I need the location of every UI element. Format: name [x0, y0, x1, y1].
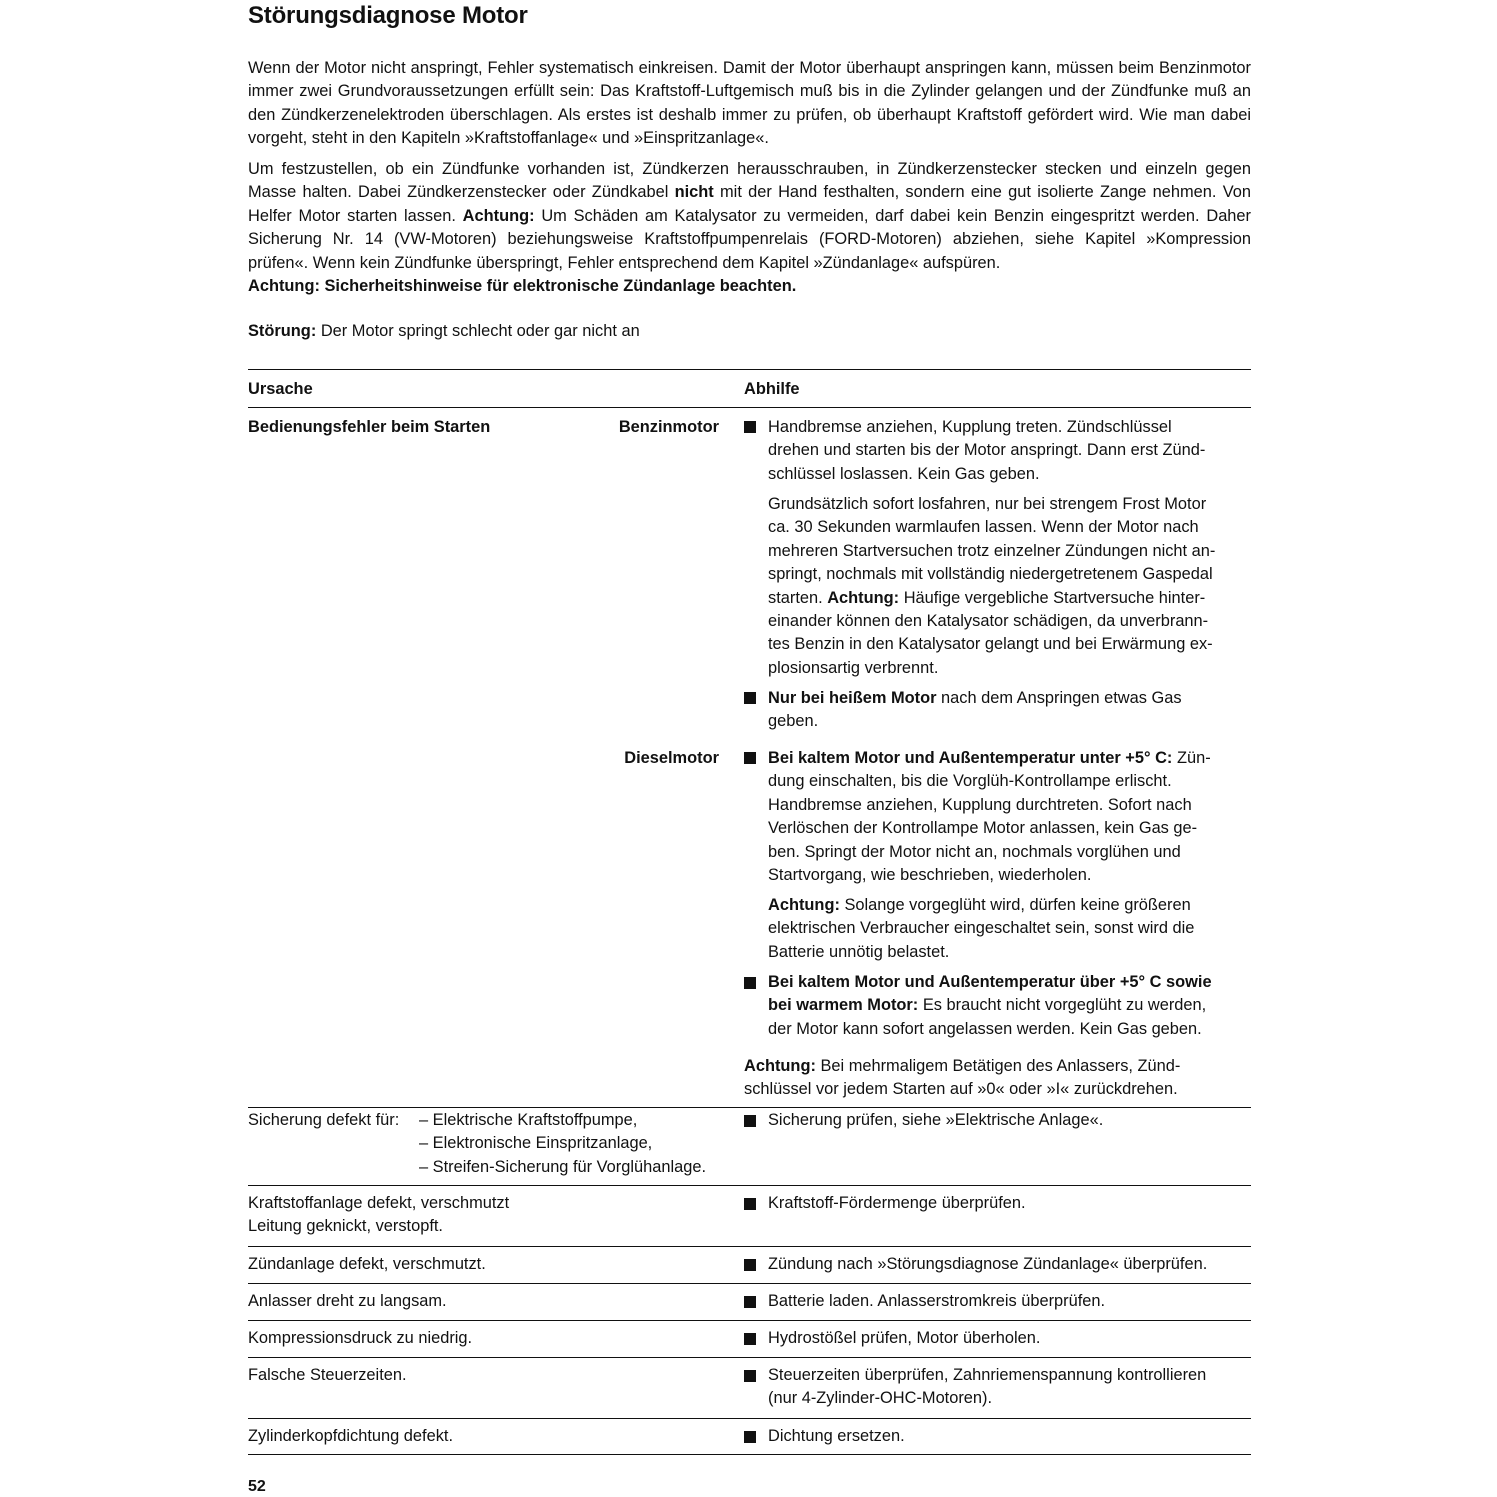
intro-paragraph-1: Wenn der Motor nicht anspringt, Fehler systematisch einkreisen. Damit der Motor überhaupt anspringen kann, müssen beim Benzinmotor immer zwei Grundvoraussetzungen erfüllt sein: Das Kraftstoff-Luftgemisch muß bis in die Zylinder gelangen und der Zündfunke muß an den Zündkerzenelektroden überschlagen. Als erstes ist deshalb immer zu prüfen, ob überhaupt Kraftstoff gefördert wird. Wie man dabei vorgeht, steht in den Kapiteln »Kraftstoffanlage« und »Einspritzanlage«. — [248, 59, 1251, 148]
diesel-bullet-2-bold: bei warmem Motor: — [768, 996, 919, 1015]
diesel-bullet-2 — [768, 971, 1251, 1041]
row-divider — [248, 1320, 1251, 1321]
cause-sicherung-label: Sicherung defekt für: — [248, 1111, 400, 1129]
benzin-paragraph-achtung: Achtung: — [827, 588, 900, 607]
remedy-sicherung: Sicherung prüfen, siehe »Elektrische Anlage«. — [768, 1111, 1104, 1129]
bullet-square — [744, 977, 756, 989]
diesel-warning-line: Batterie unnötig belastet. — [768, 942, 950, 961]
benzin-bullet-2-rest: nach dem Anspringen etwas Gas — [936, 689, 1182, 707]
list-item: – Streifen-Sicherung für Vorglühanlage. — [419, 1157, 707, 1176]
diesel-bullet-2-line: der Motor kann sofort angelassen werden. Kein Gas geben. — [768, 1019, 1202, 1038]
cause-steuerzeiten: Falsche Steuerzeiten. — [248, 1366, 407, 1384]
row-divider — [248, 1107, 1251, 1108]
label-benzinmotor: Benzinmotor — [618, 418, 719, 436]
cause-anlasser: Anlasser dreht zu langsam. — [248, 1292, 447, 1310]
row1-note-line: schlüssel vor jedem Starten auf »0« oder »I« zurückdrehen. — [744, 1080, 1178, 1099]
diesel-warning-line — [768, 894, 1251, 917]
diesel-bullet-1-line — [768, 747, 1251, 770]
bullet-square — [744, 752, 756, 764]
intro-p2-safety-warning: Achtung: Sicherheitshinweise für elektronische Zündanlage beachten. — [248, 277, 797, 296]
benzin-paragraph-line: einander können den Katalysator schädigen, da unverbrann- — [768, 612, 1209, 631]
diesel-bullet-1-line: Startvorgang, wie beschrieben, wiederholen. — [768, 866, 1092, 885]
intro-p2-text-a: Um festzustellen, ob ein Zündfunke vorhanden ist, Zündkerzen herausschrauben, in Zündkerzenstecker stecken und einzeln gegen Masse halten. Dabei Zündkerzenstecker oder Zündkabel — [248, 160, 1251, 202]
benzin-paragraph — [768, 493, 1251, 680]
bullet-square — [744, 1296, 756, 1308]
bullet-square — [744, 1431, 756, 1443]
diesel-bullet-2-bold-line: Bei kaltem Motor und Außentemperatur über +5° C sowie — [768, 973, 1212, 991]
cause-kraftstoffanlage — [248, 1192, 509, 1239]
diesel-bullet-1-line: ben. Springt der Motor nicht an, nochmals vorglühen und — [768, 842, 1181, 861]
benzin-bullet-2-line — [768, 687, 1251, 710]
header-bottom-rule — [248, 407, 1251, 408]
cause-line: Leitung geknickt, verstopft. — [248, 1217, 443, 1236]
diesel-bullet-2-rest: Es braucht nicht vorgeglüht zu werden, — [918, 996, 1207, 1015]
benzin-bullet-2-bold: Nur bei heißem Motor — [768, 689, 937, 707]
intro-paragraph-2 — [248, 158, 1251, 298]
cause-sicherung-list — [419, 1109, 706, 1179]
cause-line: Kraftstoffanlage defekt, verschmutzt — [248, 1194, 510, 1212]
remedy-line: (nur 4-Zylinder-OHC-Motoren). — [768, 1389, 993, 1408]
benzin-paragraph-start: starten. — [768, 588, 828, 607]
remedy-steuerzeiten — [768, 1364, 1251, 1411]
label-dieselmotor: Dieselmotor — [624, 749, 719, 767]
remedy-batterie: Batterie laden. Anlasserstromkreis überprüfen. — [768, 1292, 1106, 1310]
benzin-bullet-2-line: geben. — [768, 712, 819, 731]
remedy-line: Steuerzeiten überprüfen, Zahnriemenspannung kontrollieren — [768, 1366, 1207, 1384]
cause-kompression: Kompressionsdruck zu niedrig. — [248, 1329, 473, 1347]
bullet-square — [744, 1370, 756, 1382]
list-item: – Elektronische Einspritzanlage, — [419, 1134, 653, 1153]
stoerung-label: Störung: — [248, 322, 317, 340]
diesel-bullet-1-line: Handbremse anziehen, Kupplung durchtreten. Sofort nach — [768, 795, 1192, 814]
remedy-hydrostoessel: Hydrostößel prüfen, Motor überholen. — [768, 1329, 1041, 1347]
table-bottom-rule — [248, 1454, 1251, 1455]
diesel-bullet-1 — [768, 747, 1251, 887]
benzin-paragraph-line: tes Benzin in den Katalysator gelangt und bei Erwärmung ex- — [768, 635, 1213, 654]
stoerung-line — [248, 320, 640, 343]
row-divider — [248, 1418, 1251, 1419]
row1-note-rest: Bei mehrmaligem Betätigen des Anlassers, Zünd- — [815, 1057, 1181, 1075]
bullet-square — [744, 421, 756, 433]
intro-p2-text-b: mit der Hand festhalten, sondern eine gut isolierte Zange nehmen. Von Helfer Motor starten lassen. — [248, 183, 1251, 225]
bullet-square — [744, 1333, 756, 1345]
bullet-square — [744, 692, 756, 704]
row-divider — [248, 1357, 1251, 1358]
list-item: – Elektrische Kraftstoffpumpe, — [419, 1111, 638, 1129]
cause-zylinderkopfdichtung: Zylinderkopfdichtung defekt. — [248, 1427, 454, 1445]
diesel-bullet-1-bold: Bei kaltem Motor und Außentemperatur unter +5° C: — [768, 749, 1173, 767]
benzin-paragraph-line: springt, nochmals mit vollständig niedergetretenem Gaspedal — [768, 565, 1213, 584]
benzin-bullet-1-line: schlüssel loslassen. Kein Gas geben. — [768, 464, 1040, 483]
benzin-bullet-1-line: drehen und starten bis der Motor anspringt. Dann erst Zünd- — [768, 441, 1206, 460]
bullet-square — [744, 1115, 756, 1127]
intro-p2-bold-nicht: nicht — [674, 183, 714, 202]
cause-bedienungsfehler: Bedienungsfehler beim Starten — [248, 418, 491, 436]
row1-note — [744, 1055, 1251, 1102]
diesel-bullet-1-rest: Zün- — [1172, 749, 1211, 767]
row-divider — [248, 1283, 1251, 1284]
benzin-paragraph-rest: Häufige vergebliche Startversuche hinter- — [899, 588, 1206, 607]
benzin-paragraph-line — [768, 587, 1251, 610]
benzin-paragraph-line: ca. 30 Sekunden warmlaufen lassen. Wenn der Motor nach — [768, 518, 1199, 537]
benzin-bullet-1-line: Handbremse anziehen, Kupplung treten. Zündschlüssel — [768, 418, 1172, 436]
stoerung-text: Der Motor springt schlecht oder gar nicht an — [316, 322, 640, 340]
header-remedy: Abhilfe — [744, 380, 800, 398]
diesel-bullet-1-line: Verlöschen der Kontrollampe Motor anlassen, kein Gas ge- — [768, 819, 1198, 838]
benzin-bullet-1 — [768, 416, 1251, 486]
benzin-paragraph-line: plosionsartig verbrennt. — [768, 658, 939, 677]
row1-note-bold: Achtung: — [744, 1057, 816, 1075]
intro-p2-text-c: Um Schäden am Katalysator zu vermeiden, darf dabei kein Benzin eingespritzt werden. Daher Sicherung Nr. 14 (VW-Motoren) beziehungsweise Kraftstoffpumpenrelais (FORD-Motoren) abziehen, siehe Kapitel »Kompression prüfen«. Wenn kein Zündfunke überspringt, Fehler entsprechend dem Kapitel »Zündanlage« aufspüren. — [248, 206, 1251, 272]
remedy-dichtung: Dichtung ersetzen. — [768, 1427, 905, 1445]
row-divider — [248, 1185, 1251, 1186]
header-cause: Ursache — [248, 380, 313, 398]
benzin-bullet-2 — [768, 687, 1251, 734]
remedy-zuendung: Zündung nach »Störungsdiagnose Zündanlage« überprüfen. — [768, 1255, 1208, 1273]
row1-note-line — [744, 1055, 1251, 1078]
cause-zuendanlage: Zündanlage defekt, verschmutzt. — [248, 1255, 486, 1273]
remedy-kraftstoff: Kraftstoff-Fördermenge überprüfen. — [768, 1194, 1026, 1212]
page-title: Störungsdiagnose Motor — [248, 2, 528, 29]
row-divider — [248, 1246, 1251, 1247]
intro-p2-bold-achtung: Achtung: — [462, 206, 535, 225]
diesel-warning-rest: Solange vorgeglüht wird, dürfen keine größeren — [839, 896, 1191, 914]
benzin-paragraph-line: mehreren Startversuchen trotz einzelner Zündungen nicht an- — [768, 541, 1216, 560]
page-number: 52 — [248, 1478, 266, 1495]
table-top-rule — [248, 369, 1251, 370]
diesel-warning-paragraph — [768, 894, 1251, 964]
diesel-bullet-2-line — [768, 994, 1251, 1017]
diesel-bullet-1-line: dung einschalten, bis die Vorglüh-Kontrollampe erlischt. — [768, 772, 1172, 791]
bullet-square — [744, 1259, 756, 1271]
diesel-warning-line: elektrischen Verbraucher eingeschaltet sein, sonst wird die — [768, 919, 1195, 938]
benzin-paragraph-line: Grundsätzlich sofort losfahren, nur bei strengem Frost Motor — [768, 495, 1207, 513]
diesel-warning-bold: Achtung: — [768, 896, 840, 914]
bullet-square — [744, 1198, 756, 1210]
